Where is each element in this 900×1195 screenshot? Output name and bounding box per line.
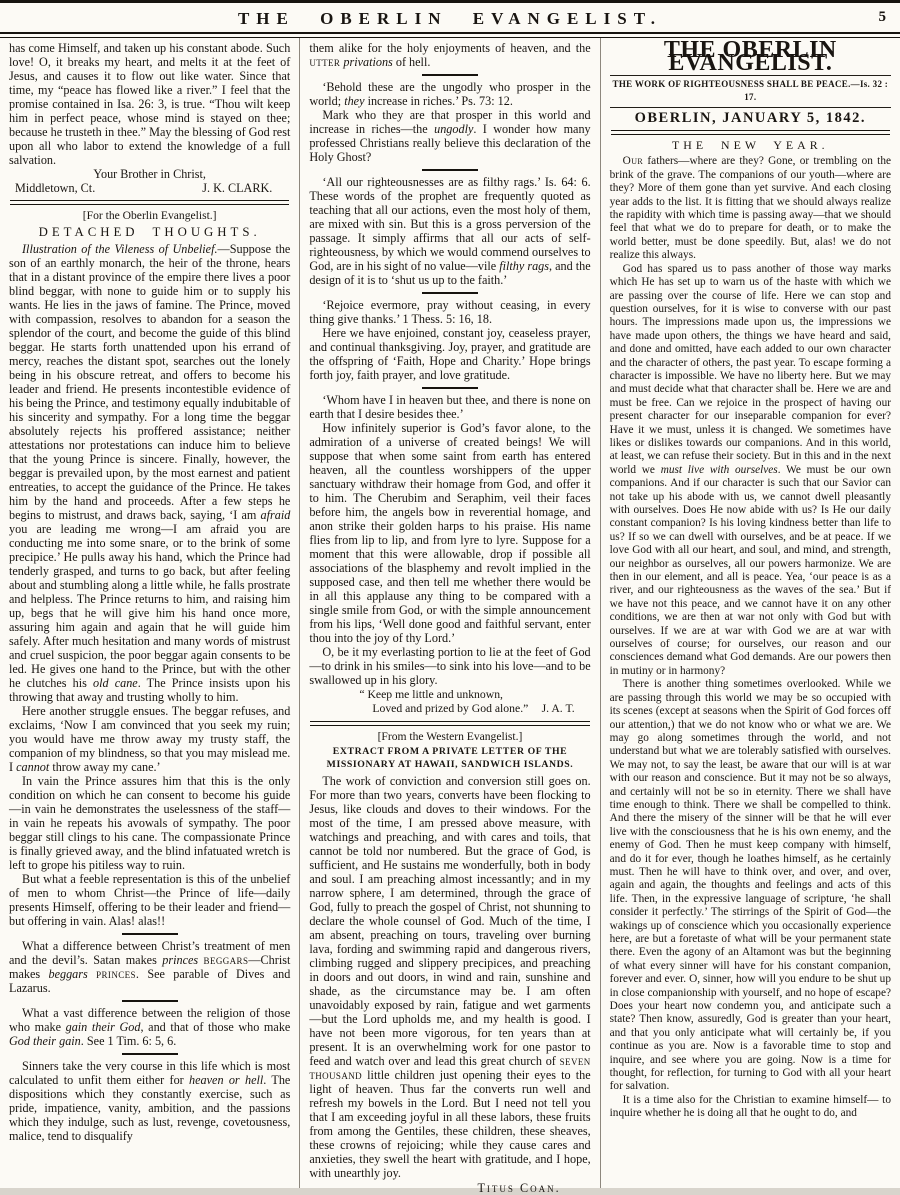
paragraph (610, 263, 891, 679)
header-row (0, 5, 900, 32)
italic-text: God their gain (9, 1034, 81, 1048)
text-run: God has spared us to pass another of those way marks which He has set up to warn us of the haste with which we are passing over the course of life. Here we can stop and question ourselves, for it is wise to converse with our past hours. The impressions made upon us, the impressions we have made upon others, the things we have heard and said, and done and omitted, have each added to our own character and the character of others, the past year. To escape forming a character is impossible. We have no liberty here. But we may and must decide what that character shall be. Here we are and must be free. Can we rejoice in the prospect of having our present character for our inseparable companion for ever? Have it we must, unless it is changed. We sometimes have likes or dislikes towards our companions. And in this world, at least, we can refuse their society. But in this and in the next world we (609, 262, 891, 476)
text-run: Here another struggle ensues. The beggar refuses, and exclaims, ‘Now I am convinced that you seek my ruin; you would have me throw away my trusty staff, the companion of my blindness, so that you may mislead me. I (9, 704, 291, 774)
italic-text: they (344, 94, 365, 108)
source-attribution: [For the Oberlin Evangelist.] (82, 209, 217, 222)
poem-line: Loved and prized by God alone.” (372, 702, 529, 715)
paragraph (309, 393, 590, 421)
small-caps-text: utter (309, 55, 341, 69)
page-header (0, 0, 900, 38)
text-run (88, 967, 96, 981)
text-run: . See 1 Tim. 6: 5, 6. (80, 1034, 177, 1048)
text-run: —Suppose the son of an earthly monarch, the heir of the throne, hears that in a distant province of the empire there lives a poor blind beggar, with none to guide him or to supply his wants. He lies in the jaws of famine. The Prince, moved with compassion, resolves to abandon for a season the splendor of the court, and become the guide of this blind beggar. He starts forth unattended upon his errand of mercy, reaches the distant spot, searches out the lonely being in his obscure retreat, and offers to become his leader and friend. He presents incontestible evidence of his being the Prince, and testimony equally indubitable of his sincerity and sympathy. For a long time the beggar absolutely rejects his proffered assistance; neither attestations nor protestations can induce him to believe that the young Prince is sincere. Finally, however, the beggar is prevailed upon, by the most earnest and patient entreaties, to accept the guidance of the Prince. He takes him by the hand and proceeds. After a few steps he begins to mistrust, and draws back, saying, ‘I am (9, 242, 291, 522)
double-rule (611, 130, 890, 135)
paragraph (610, 678, 891, 1094)
separator-rule (422, 169, 478, 171)
paragraph (9, 939, 290, 995)
text-run: . The Prince insists upon his throwing that away and trusting wholly to him. (9, 676, 291, 704)
text-run: How infinitely superior is God’s favor alone, to the admiration of a universe of created beings! We will suppose that when some saint from earth has entered heaven, all the countless worshippers of the upper sanctuary withdraw their homage from God, and offer it to him. The Cherubim and Seraphim, veil their faces before him, the angels bow in reverential homage, and anon strike their golden harps to his praise. His name flies from lip to lip, and from lyre to lyre. Suppose for a moment that this were allowable, drop if possible all associations of the blasphemy and revolt implied in the supposed case, and then tell me whether there would be in all this applause any thing to be compared with a single smile from God, or with the simple announcement from his lips, ‘Well done good and faithful servant, enter thou into the joy of thy Lord.’ (309, 421, 591, 645)
paragraph (9, 1059, 290, 1143)
poem-line: “ Keep me little and unknown, (359, 688, 503, 701)
separator-rule (422, 387, 478, 389)
text-run: you are leading me wrong—I am afraid you are conducting me into some snare, or to the brink of some precipice.’ He pulls away his hand, which the Prince had tenderly grasped, and turns to go back, but after feeling about and stumbling along a little while, he falls prostrate and helpless. The Prince returns to him, and raising him up, begs that he will give him his hand once more, assuring him again and again that he will guide him safely. After much hesitation and many words of mistrust and cruel suspicion, the poor beggar again consents to be led. He gives one hand to the Prince, but with the other he clutches his (9, 522, 291, 690)
column-3 (600, 38, 900, 1188)
newspaper-title: THE OBERLIN EVANGELIST. (237, 8, 663, 28)
paragraph (309, 108, 590, 164)
text-run: ‘Rejoice evermore, pray without ceasing, in every thing give thanks.’ 1 Thess. 5: 16, 18. (309, 298, 591, 326)
column-container (0, 37, 900, 1195)
text-run: . The dispositions which they constantly exercise, such as pride, impatience, vanity, ambition, and the passions which they indulge, such as lust, revenge, covetousness, malice, tend to disqualify (9, 1073, 291, 1143)
paragraph (309, 421, 590, 645)
italic-text: Illustration of the Vileness of Unbelief. (22, 242, 218, 256)
italic-text: filthy rags (499, 259, 550, 273)
poem (309, 688, 590, 716)
page-number: 5 (878, 9, 886, 25)
column-1 (0, 38, 299, 1188)
article-heading: THE NEW YEAR. (672, 138, 829, 153)
byline: Titus Coan. (477, 1181, 561, 1195)
paragraph (309, 645, 590, 687)
text-run: throw away my cane.’ (49, 760, 161, 774)
paragraph (9, 704, 290, 774)
paragraph (9, 41, 290, 167)
small-caps-text: Our (622, 155, 644, 168)
text-run: The work of conviction and conversion still goes on. For more than two years, converts have been flocking to Jesus, like clouds and doves to their windows. For the most of the time, I am pressed above measure, with watchings and preaching, and with cares and toils, that cannot be told nor numbered. But the grace of God, is sufficient, and He sustains me wonderfully, both in body and soul. I am preaching almost incessantly; and in my narrow sphere, I am determined, through the grace of God, fully to preach the gospel of Christ, not shunning to declare the whole counsel of God. Much of the time, I am absent, preaching on tours, traveling over burning lava, fording and swimming rapid and dangerous rivers, climbing rugged and slippery precipices, and preaching in doors and out doors, in wind and rain, sunshine and shade, as the circumstance may be. I am often unavoidably exposed by rain, fatigue and wet garments—but the Lord upholds me, and my health is good. I have not been more vigorous, for ten years than at present. It is an overwhelming work for one pastor to feed and watch over and lead this great church of (309, 774, 591, 1069)
paragraph (9, 872, 290, 928)
italic-text: must live with ourselves (660, 463, 778, 476)
article-heading: DETACHED THOUGHTS. (38, 225, 261, 239)
paragraph (309, 175, 590, 287)
masthead-title: THE OBERLIN EVANGELIST. (663, 37, 837, 77)
text-run: ‘Whom have I in heaven but thee, and there is none on earth that I desire besides thee.’ (309, 393, 591, 421)
text-run: little children just opening their eyes to the light of heaven. Thus far the converts run well and refresh my bowels in the Lord. But I need not tell you that I am exceeding joyful in all these labors, these fruits from among the Gentiles, these children, these sheaves, these crowns of rejoicing; while they cause cares and anxieties, they swell the heart with gratitude, and I hope, with unearthly joy. (309, 1068, 591, 1181)
text-run: But what a feeble representation is this of the unbelief of men to whom Christ—the Prince of life—daily presents Himself, offering to be their leader and friend—but offering in vain. Alas! alas!! (9, 872, 291, 928)
italic-text: afraid (260, 508, 291, 522)
masthead-dateline: OBERLIN, JANUARY 5, 1842. (634, 109, 867, 126)
poem-signature: J. A. T. (541, 702, 575, 715)
italic-text: beggars (48, 967, 88, 981)
paragraph (309, 326, 590, 382)
text-run: In vain the Prince assures him that this is the only condition on which he can consent to become his guide—in vain he demonstrates the uselessness of the staff—in vain he repeats his avowals of sympathy. The poor beggar still clings to his cane. The compassionate Prince is finally grieved away, and the blind infatuated wretch is left to grope his pitiless way to ruin. (9, 774, 291, 872)
text-run: Here we have enjoined, constant joy, ceaseless prayer, and continual thanksgiving. Joy, prayer, and gratitude are the offspring of ‘Faith, Hope and Charity.’ Hope brings forth joy, faith prayer, and love gratitude. (309, 326, 591, 382)
source-attribution: [From the Western Evangelist.] (377, 730, 523, 743)
text-run: It is a time also for the Christian to examine himself— to inquire whether he is doing all that he ought to do, and (609, 1093, 891, 1120)
italic-text: heaven or hell (189, 1073, 264, 1087)
double-rule (10, 200, 289, 205)
italic-text: cannot (16, 760, 50, 774)
separator-rule (122, 933, 178, 935)
italic-text: privations (343, 55, 393, 69)
column-2 (299, 38, 599, 1195)
small-caps-text: beggars (203, 953, 249, 967)
text-run: has come Himself, and taken up his constant abode. Such love! O, it breaks my heart, and melts it at the feet of Jesus, and causes it to flow out like water. Since that time, my “peace has flowed like a river.” I feel that the promise contained in Isa. 26: 3, is true. “Thou wilt keep him in perfect peace, whose mind is stayed on thee; because he trusteth in thee.” May the blessing of God rest upon all who labor to extend the knowledge of a full salvation. (9, 41, 291, 167)
paragraph (610, 155, 891, 262)
paragraph (309, 80, 590, 108)
text-run: Sinners take the very course in this life which is most calculated to unfit them either for (9, 1059, 291, 1087)
separator-rule (122, 1000, 178, 1002)
text-run: ‘All our righteousnesses are as filthy rags.’ Is. 64: 6. These words of the prophet are frequently quoted as teaching that all our actions, even the most holy of them, are mixed with sin. But this is a gross perversion of the passage. It simply affirms that all our acts of self-righteousness, by which we would commend ourselves to God, are in his sight of no value—vile (309, 175, 591, 273)
closing-line: Your Brother in Christ, (93, 167, 206, 181)
paragraph (9, 242, 290, 704)
text-run: of hell. (392, 55, 431, 69)
paragraph (309, 774, 590, 1180)
signature-name: J. K. CLARK. (202, 181, 273, 195)
text-run: —Christ makes (9, 953, 291, 981)
small-caps-text: princes (96, 967, 136, 981)
text-run: fathers—where are they? Gone, or trembling on the brink of the grave. The companions of our youth—where are they? More of them gone than yet survive. And each closing year adds to the list. It is fitting that we should always realize the rapidity with which time is passing away—that we should feel that what we do to prepare for death, or to make the world better, must be done speedily. But, alas! we do not realize this always. (609, 155, 891, 262)
text-run: . See parable of Dives and Lazarus. (9, 967, 291, 995)
text-run: . We must be our own companions. And if our character is such that our Savior can not take up his abode with us, we cannot dwell pleasantly with ourselves. Does He now abide with us? Is He our daily constant companion? Is his loving kindness better than life to us? If so we can dwell with ourselves, and be at peace. If we love God with all our heart, and soul, and mind, and strength, our neighbor as ourselves, all our powers harmonize. We are then in our element, and all is peace. Yea, ‘our peace is as a river, and our righteousness as the waves of the sea.’ But if we have not this peace, and we cannot have it on any other conditions, we are then at war not only with God but with ourselves. If we are at war with God we are at war with ourselves of course; for ourselves, our reason and our consciences demand what God demands. Are our powers then in mutiny or in harmony? (609, 463, 891, 677)
small-caps-text: seven thousand (309, 1054, 591, 1083)
masthead-motto: THE WORK OF RIGHTEOUSNESS SHALL BE PEACE.—Is. 32 : 17. (610, 75, 891, 108)
italic-text: princes (162, 953, 199, 967)
signature-place: Middletown, Ct. (15, 181, 96, 195)
article-subheading: EXTRACT FROM A PRIVATE LETTER OF THE MISSIONARY AT HAWAII, SANDWICH ISLANDS. (326, 746, 574, 770)
separator-rule (422, 74, 478, 76)
text-run: , and that of those who make (140, 1020, 291, 1034)
text-run: There is another thing sometimes overlooked. While we are passing through this world we may be so occupied with its scenes (except at seasons when the Spirit of God forces off our attention,) that we do not know who or what we are. We may go along sometimes through the world, and not understand but what we are tolerably satisfied with ourselves. We may not, to say the least, be aware that our will is at war with our reason and conscience. But it may not be so always, and certainly will not be so in eternity. There we shall have time enough to think. There we shall be compelled to think. And there the misery of the sinner will be that he will ever live with the consciousness that he is his own enemy, and the enemy of God. Then he must keep company with himself, and do it for ever, though he loathes himself, as he certainly must. Then he will have to think over, and over, and over, again and again, the thoughts and feelings and acts of this life. Then, in the expressive language of scripture, ‘he shall consider it perfectly.’ The stirrings of the Spirit of God—the wakings up of conscience which you occasionally experience here, are but a foretaste of what will be your permanent state there. Even the agony of an Altamont was but the beginning of what every sinner will have for his constant companion, forever and ever. O, sinner, how will you endure to be shut up in close companionship with yourself, and no hope of escape? Does your heart now condemn you, and anticipate such a state? Then know, assuredly, God is greater than your heart, and that you only anticipate what will certainly be, if you continue as you are. Now is a favorable time to stop and inquire, and see where you are going. Now is a time for thought, for reflection, for turning to God with all your heart for salvation. (609, 678, 891, 1093)
paragraph (9, 1006, 290, 1048)
italic-text: gain their God (65, 1020, 141, 1034)
text-run: O, be it my everlasting portion to lie at the feet of God—to drink in his smiles—to sink into his love—and to be swallowed up in his glory. (309, 645, 591, 687)
italic-text: ungodly (434, 122, 474, 136)
text-run: increase in riches.’ Ps. 73: 12. (364, 94, 513, 108)
paragraph (309, 298, 590, 326)
text-run: them alike for the holy enjoyments of heaven, and the (309, 41, 591, 55)
italic-text: old cane (93, 676, 138, 690)
paragraph (9, 774, 290, 872)
text-run: What a vast difference between the religion of those who make (9, 1006, 291, 1034)
separator-rule (422, 292, 478, 294)
double-rule (310, 721, 589, 726)
text-run: What a difference between Christ’s treatment of men and the devil’s. Satan makes (9, 939, 291, 967)
paragraph (610, 1094, 891, 1121)
signature-row (9, 181, 290, 195)
text-run: , and the design of it is to ‘shut us up to the faith.’ (309, 259, 591, 287)
top-edge-rule (0, 0, 900, 3)
text-run: Mark who they are that prosper in this world and increase in riches—the (309, 108, 591, 136)
separator-rule (122, 1053, 178, 1055)
text-run: . I wonder how many professed Christians really believe this declaration of the Holy Ghost? (309, 122, 591, 164)
paragraph (309, 41, 590, 69)
text-run: ‘Behold these are the ungodly who prosper in the world; (309, 80, 591, 108)
